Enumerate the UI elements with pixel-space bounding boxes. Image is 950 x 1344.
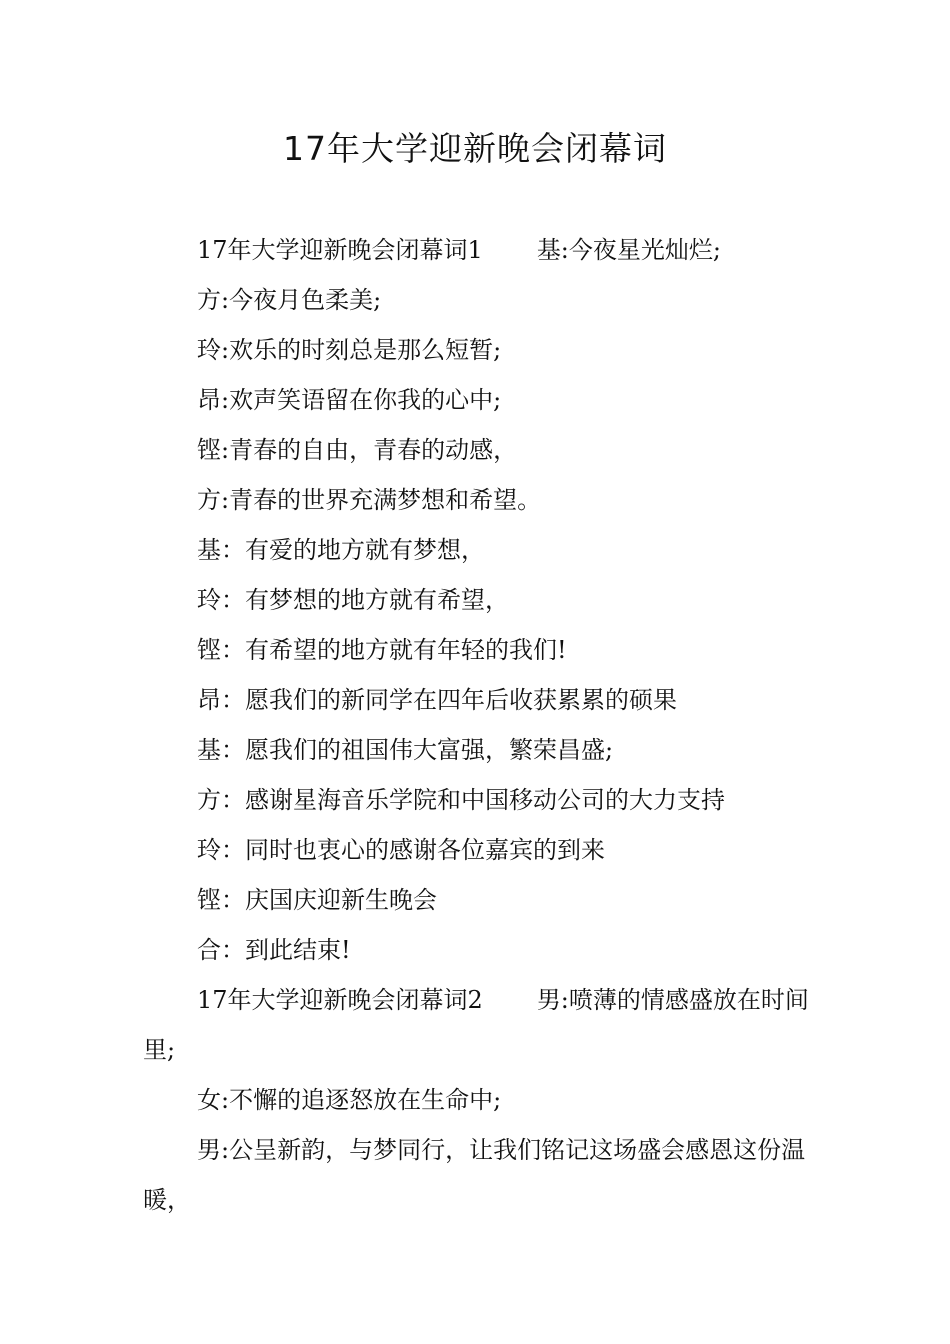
paragraph-lead: 昂:欢声笑语留在你我的心中; (197, 386, 502, 414)
paragraph (143, 875, 813, 925)
paragraph (143, 525, 813, 575)
paragraph-rest: 男:喷薄的情感盛放在时间里; (143, 986, 809, 1064)
paragraph (143, 375, 813, 425)
paragraph-lead: 女:不懈的追逐怒放在生命中; (197, 1086, 502, 1114)
paragraph (143, 775, 813, 825)
paragraph (143, 1075, 813, 1125)
paragraph-lead: 铿：有希望的地方就有年轻的我们! (197, 636, 567, 664)
paragraph (143, 925, 813, 975)
paragraph-lead: 17年大学迎新晚会闭幕词2 (197, 986, 483, 1014)
paragraph (143, 675, 813, 725)
paragraph (143, 225, 813, 275)
paragraph-rest: 基:今夜星光灿烂; (536, 236, 721, 264)
paragraph-lead: 方:今夜月色柔美; (197, 286, 382, 314)
paragraph (143, 275, 813, 325)
paragraph (143, 625, 813, 675)
paragraph-lead: 玲:欢乐的时刻总是那么短暂; (197, 336, 502, 364)
paragraph-lead: 玲：有梦想的地方就有希望， (197, 586, 509, 614)
document-title: 17年大学迎新晚会闭幕词 (283, 129, 667, 168)
paragraph-lead: 铿:青春的自由，青春的动感， (197, 436, 518, 464)
paragraph (143, 475, 813, 525)
paragraph (143, 425, 813, 475)
paragraph-lead: 男:公呈新韵，与梦同行，让我们铭记这场盛会感恩这份温暖， (143, 1136, 806, 1214)
paragraph-lead: 玲：同时也衷心的感谢各位嘉宾的到来 (197, 836, 605, 864)
paragraph (143, 725, 813, 775)
document-body (143, 225, 813, 1225)
paragraph-lead: 合：到此结束! (197, 936, 351, 964)
paragraph (143, 1125, 813, 1225)
paragraph-lead: 方：感谢星海音乐学院和中国移动公司的大力支持 (197, 786, 725, 814)
paragraph-lead: 方:青春的世界充满梦想和希望。 (197, 486, 542, 514)
paragraph-lead: 17年大学迎新晚会闭幕词1 (197, 236, 483, 264)
paragraph-lead: 基：愿我们的祖国伟大富强，繁荣昌盛; (197, 736, 614, 764)
paragraph-lead: 昂：愿我们的新同学在四年后收获累累的硕果 (197, 686, 677, 714)
paragraph-lead: 铿：庆国庆迎新生晚会 (197, 886, 437, 914)
paragraph (143, 975, 813, 1075)
paragraph (143, 325, 813, 375)
paragraph (143, 825, 813, 875)
paragraph-lead: 基：有爱的地方就有梦想， (197, 536, 485, 564)
paragraph (143, 575, 813, 625)
